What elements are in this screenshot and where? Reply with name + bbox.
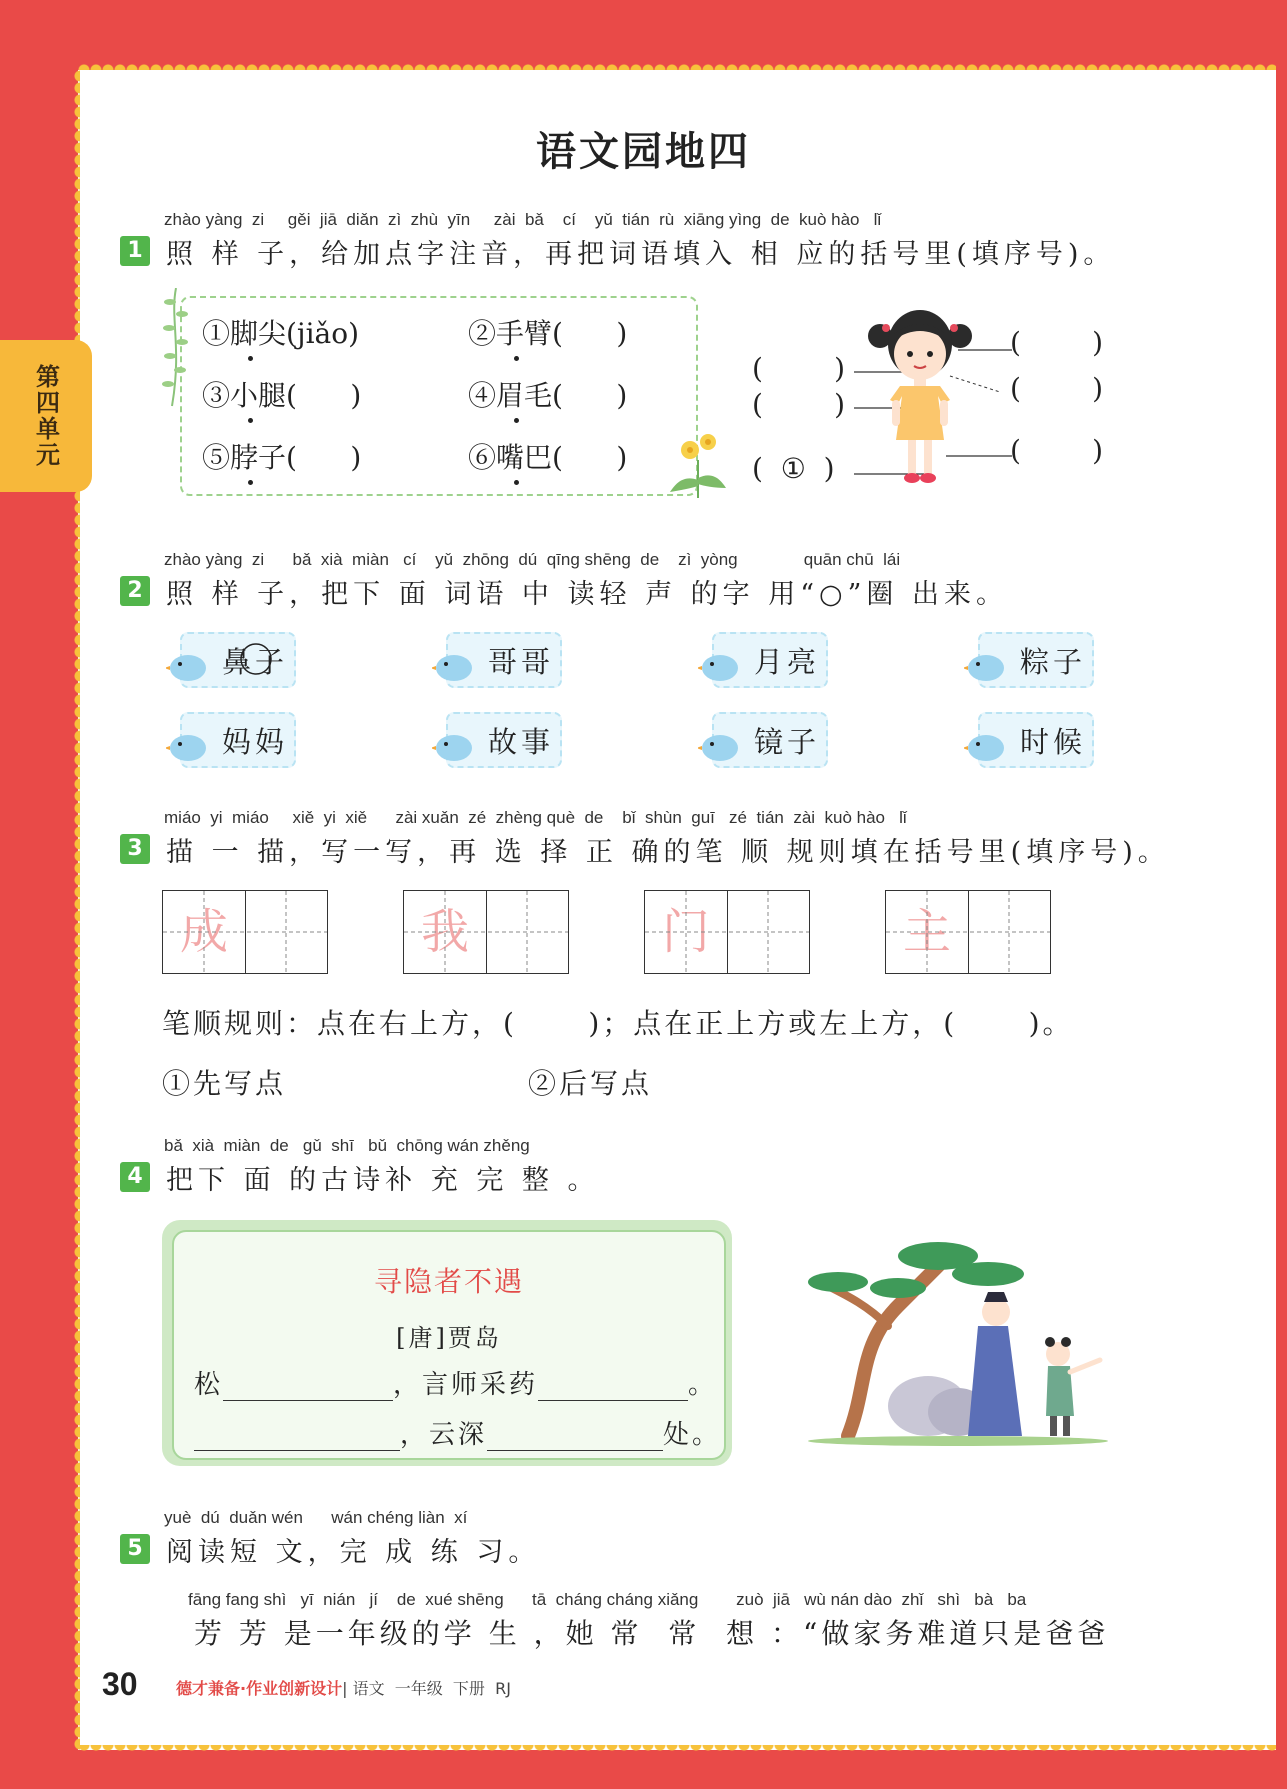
trace-char-1: 成 xyxy=(179,904,228,960)
flower-icon xyxy=(668,430,728,500)
q2-word-3: 月亮 xyxy=(754,644,821,679)
passage-text: 芳 芳 是一年级的学 生 ，她 常 常 想 ：“做家务难道只是爸爸 xyxy=(194,1617,1110,1650)
poem-blank[interactable] xyxy=(538,1374,688,1401)
q1-left-bracket-1[interactable]: ( ) xyxy=(752,352,846,385)
option-2: ②后写点 xyxy=(528,1067,653,1100)
q1-word-4: ④眉毛( ) xyxy=(468,379,628,412)
poem-title: 寻隐者不遇 xyxy=(373,1265,524,1298)
grid-guides xyxy=(645,891,809,973)
q5-instruction: 阅读短 文，完 成 练 习。 xyxy=(166,1537,541,1568)
q1-word-3: ③小腿( ) xyxy=(202,379,362,412)
bird-icon xyxy=(698,728,742,762)
q1-right-bracket-3[interactable]: ( ) xyxy=(1010,434,1104,467)
grid-guides xyxy=(163,891,327,973)
bird-icon xyxy=(698,648,742,682)
emphasis-dot xyxy=(248,356,253,361)
q2-word-7: 镜子 xyxy=(754,724,821,759)
poem-line-1 xyxy=(194,1364,717,1401)
poem-line1-end: 。 xyxy=(688,1370,718,1400)
top-wave-border xyxy=(78,58,1276,70)
poem-author: [唐]贾岛 xyxy=(396,1324,502,1352)
q1-pinyin: zhào yàng zi gěi jiā diǎn zì zhù yīn zài bǎ cí yǔ tián rù xiāng yìng de kuò hào lǐ xyxy=(164,210,882,229)
q1-right-bracket-1[interactable]: ( ) xyxy=(1010,326,1104,359)
q1-left-bracket-3[interactable]: ( ① ) xyxy=(752,452,835,485)
q2-number: 2 xyxy=(120,576,150,606)
footer-brand: 德才兼备·作业创新设计 xyxy=(176,1679,343,1698)
q3-pinyin: miáo yi miáo xiě yi xiě zài xuǎn zé zhèng què de bǐ shùn guī zé tián zài kuò hào lǐ xyxy=(164,808,907,827)
q2-pinyin: zhào yàng zi bǎ xià miàn cí yǔ zhōng dú qīng shēng de zì yòng quān chū lái xyxy=(164,550,901,569)
q2-word-6: 故事 xyxy=(488,724,555,759)
q2-word-pill[interactable] xyxy=(978,712,1094,768)
q2-word-pill[interactable] xyxy=(180,712,296,768)
q4-number: 4 xyxy=(120,1162,150,1192)
bird-icon xyxy=(432,648,476,682)
page-title: 语文园地四 xyxy=(536,129,751,175)
poem-card-inner xyxy=(172,1230,726,1460)
unit-tab-label: 第四单元 xyxy=(31,364,60,468)
q2-word-1: 鼻子 xyxy=(222,644,289,679)
writing-grid[interactable] xyxy=(885,890,1051,974)
q2-word-pill[interactable] xyxy=(712,712,828,768)
emphasis-dot xyxy=(514,418,519,423)
q1-right-bracket-2[interactable]: ( ) xyxy=(1010,372,1104,405)
q2-word-5: 妈妈 xyxy=(222,724,289,759)
q3-number: 3 xyxy=(120,834,150,864)
q1-number: 1 xyxy=(120,236,150,266)
q2-word-8: 时候 xyxy=(1020,724,1087,759)
vine-icon xyxy=(162,288,190,408)
trace-char-2: 我 xyxy=(420,904,469,960)
left-wave-border xyxy=(70,70,80,1750)
q5-pinyin: yuè dú duǎn wén wán chéng liàn xí xyxy=(164,1508,468,1527)
unit-tab xyxy=(0,340,92,492)
grid-guides xyxy=(886,891,1050,973)
page-number: 30 xyxy=(102,1666,138,1702)
writing-grid[interactable] xyxy=(403,890,569,974)
poem-blank[interactable] xyxy=(194,1424,400,1451)
emphasis-dot xyxy=(248,480,253,485)
q1-instruction: 照 样 子，给加点字注音，再把词语填入 相 应的括号里(填序号)。 xyxy=(166,239,1116,270)
q1-word-6: ⑥嘴巴( ) xyxy=(468,441,628,474)
emphasis-dot xyxy=(514,480,519,485)
poem-card xyxy=(162,1220,732,1466)
q1-left-bracket-2[interactable]: ( ) xyxy=(752,388,846,421)
q1-word-2: ②手臂( ) xyxy=(468,317,628,350)
girl-icon xyxy=(860,300,980,490)
bird-icon xyxy=(432,728,476,762)
q2-instruction: 照 样 子，把下 面 词语 中 读轻 声 的字 用“○”圈 出来。 xyxy=(166,579,1008,610)
grid-guides xyxy=(404,891,568,973)
emphasis-dot xyxy=(248,418,253,423)
bird-icon xyxy=(166,728,210,762)
poem-line1-start: 松 xyxy=(194,1370,224,1400)
q4-instruction: 把下 面 的古诗补 充 完 整 。 xyxy=(166,1165,600,1196)
option-1: ①先写点 xyxy=(162,1067,287,1100)
bird-icon xyxy=(964,728,1008,762)
passage-pinyin: fāng fang shì yī nián jí de xué shēng tā cháng cháng xiǎng zuò jiā wù nán dào zhǐ shì bà ba xyxy=(188,1590,1027,1609)
bird-icon xyxy=(964,648,1008,682)
trace-char-3: 门 xyxy=(661,904,710,960)
scholar-tree-illustration xyxy=(808,1236,1108,1446)
footer xyxy=(176,1676,511,1699)
q3-instruction: 描 一 描，写一写，再 选 择 正 确的笔 顺 规则填在括号里(填序号)。 xyxy=(166,837,1170,868)
poem-line2-end: 处。 xyxy=(663,1420,722,1450)
footer-book-info: | 语文 一年级 下册 RJ xyxy=(342,1679,511,1698)
poem-line1-mid: ，言师采药 xyxy=(393,1370,539,1400)
q1-word-5: ⑤脖子( ) xyxy=(202,441,362,474)
circle-mark-icon xyxy=(238,641,274,677)
bottom-wave-border xyxy=(78,1745,1276,1757)
writing-grid[interactable] xyxy=(644,890,810,974)
stroke-order-rule: 笔顺规则：点在右上方，( )；点在正上方或左上方，( )。 xyxy=(162,1007,1074,1040)
girl-illustration xyxy=(860,300,980,490)
q2-word-pill[interactable] xyxy=(978,632,1094,688)
q4-pinyin: bǎ xià miàn de gǔ shī bǔ chōng wán zhěng xyxy=(164,1136,530,1155)
bird-icon xyxy=(166,648,210,682)
emphasis-dot xyxy=(514,356,519,361)
writing-grid[interactable] xyxy=(162,890,328,974)
q2-word-pill[interactable] xyxy=(446,712,562,768)
poem-blank[interactable] xyxy=(487,1424,663,1451)
q1-word-box xyxy=(180,296,698,496)
poem-blank[interactable] xyxy=(223,1374,393,1401)
poem-line-2 xyxy=(194,1414,721,1451)
trace-char-4: 主 xyxy=(902,904,951,960)
poem-line2-mid: ，云深 xyxy=(400,1420,488,1450)
q2-word-pill[interactable] xyxy=(446,632,562,688)
q2-word-4: 粽子 xyxy=(1020,644,1087,679)
q5-number: 5 xyxy=(120,1534,150,1564)
q1-word-1: ①脚尖(jiǎo) xyxy=(202,317,360,350)
q2-word-pill[interactable] xyxy=(712,632,828,688)
q2-word-2: 哥哥 xyxy=(488,644,555,679)
